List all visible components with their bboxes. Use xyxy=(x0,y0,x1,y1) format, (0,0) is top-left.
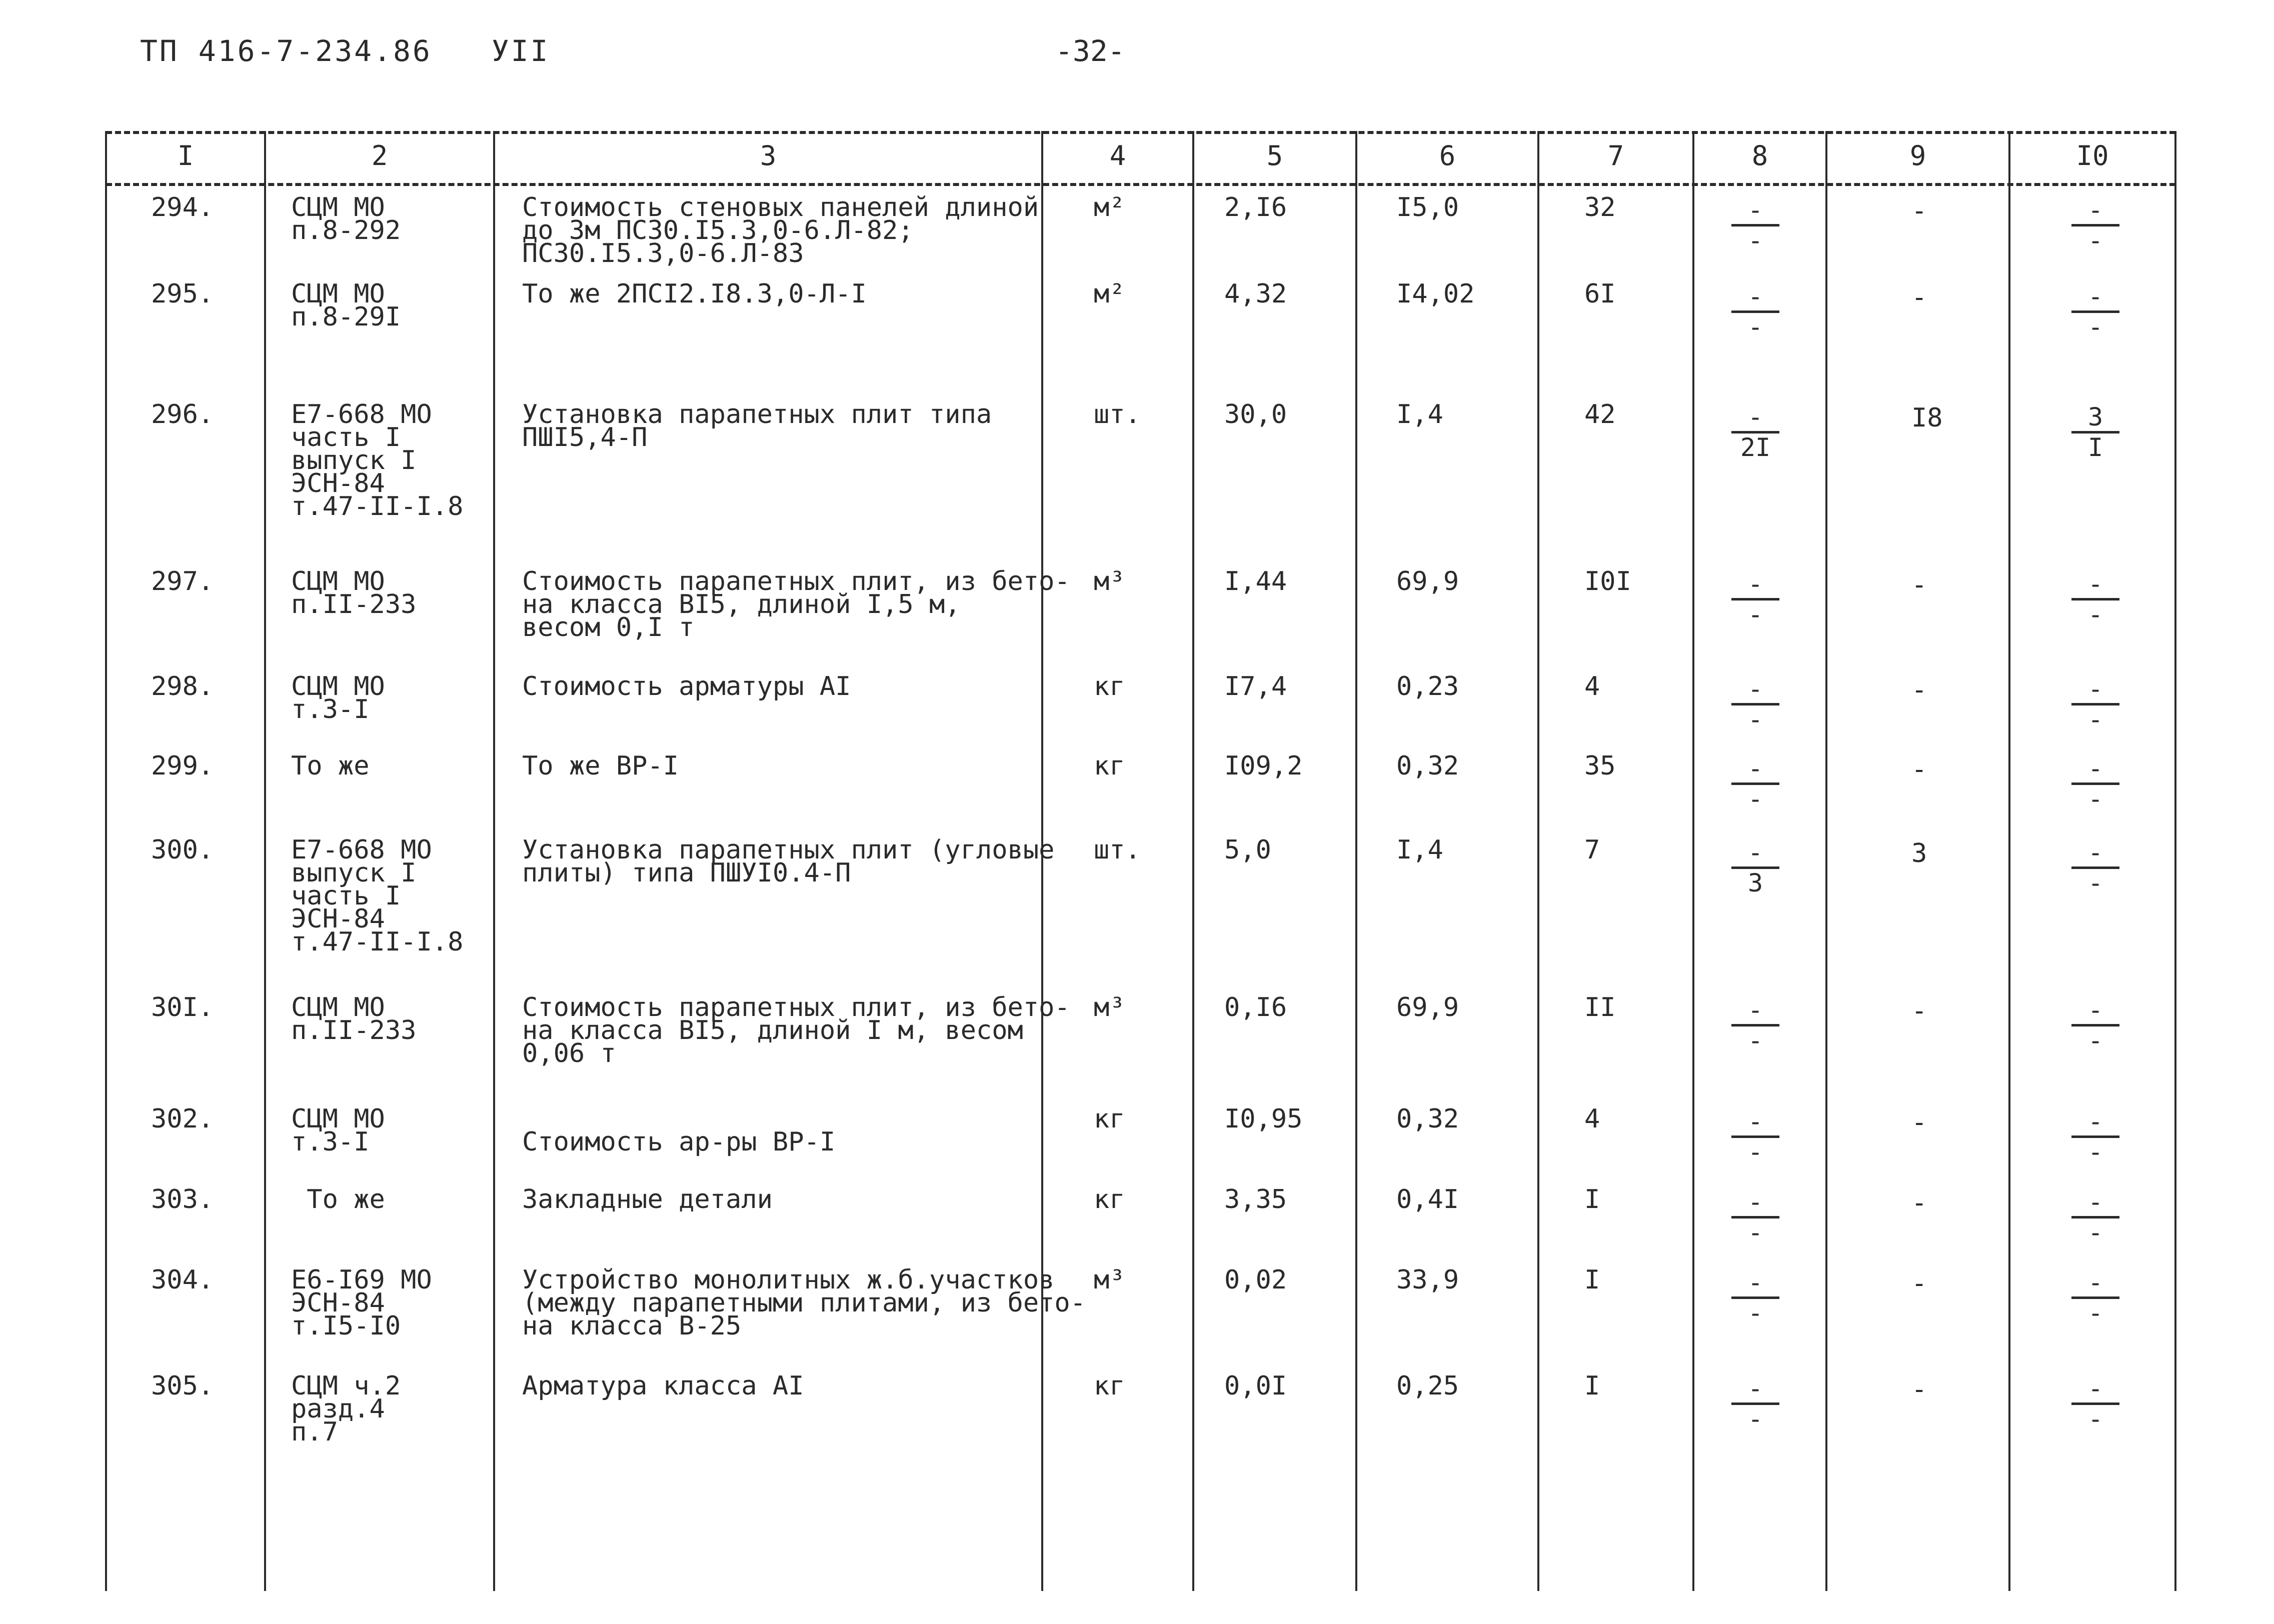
total-cost: 4 xyxy=(1584,672,1600,702)
unit-of-measure: шт. xyxy=(1094,835,1141,865)
column-9-value: - xyxy=(1911,196,1927,226)
column-10-fraction xyxy=(2071,674,2119,734)
column-rule xyxy=(2008,131,2010,1591)
work-description: Стоимость парапетных плит, из бето- на класса ВI5, длиной I,5 м, весом 0,I т xyxy=(522,566,1070,642)
row-number: 304. xyxy=(151,1265,214,1295)
row-number: 300. xyxy=(151,835,214,865)
unit-of-measure: м³ xyxy=(1094,566,1125,596)
column-9-value: - xyxy=(1911,1268,1927,1298)
work-description: Арматура класса АI xyxy=(522,1371,804,1401)
quantity: I,44 xyxy=(1224,566,1287,596)
column-10-fraction xyxy=(2071,570,2119,629)
column-10-fraction xyxy=(2071,402,2119,462)
column-8-fraction xyxy=(1731,402,1779,462)
total-cost: I xyxy=(1584,1371,1600,1401)
work-description: То же ВР-I xyxy=(522,751,679,781)
column-10-fraction xyxy=(2071,196,2119,255)
column-10-denominator: - xyxy=(2087,705,2103,734)
column-9-value: - xyxy=(1911,754,1927,784)
column-10-fraction xyxy=(2071,996,2119,1055)
column-8-denominator: 3 xyxy=(1747,868,1763,898)
norm-reference: СЦМ МО п.8-29I xyxy=(291,279,401,332)
total-cost: 6I xyxy=(1584,279,1616,309)
row-number: 303. xyxy=(151,1184,214,1214)
row-number: 298. xyxy=(151,672,214,702)
unit-price: 69,9 xyxy=(1396,992,1459,1022)
norm-reference: Е6-I69 МО ЭСН-84 т.I5-I0 xyxy=(291,1265,432,1341)
column-number-header: 2 xyxy=(371,140,388,172)
column-10-numerator: - xyxy=(2087,754,2103,783)
column-8-denominator: - xyxy=(1747,312,1763,342)
total-cost: I xyxy=(1584,1265,1600,1295)
quantity: 3,35 xyxy=(1224,1184,1287,1214)
norm-reference: То же xyxy=(291,1184,385,1214)
quantity: 0,0I xyxy=(1224,1371,1287,1401)
column-number-header: I xyxy=(177,140,194,172)
unit-of-measure: м³ xyxy=(1094,992,1125,1022)
unit-of-measure: кг xyxy=(1094,672,1125,702)
row-number: 305. xyxy=(151,1371,214,1401)
column-10-fraction xyxy=(2071,1107,2119,1166)
column-number-header: 4 xyxy=(1109,140,1126,172)
column-9-value: - xyxy=(1911,1374,1927,1404)
quantity: 0,02 xyxy=(1224,1265,1287,1295)
work-description: Стоимость стеновых панелей длиной до 3м ПС30.I5.3,0-6.Л-82; ПС30.I5.3,0-6.Л-83 xyxy=(522,192,1039,268)
unit-price: 69,9 xyxy=(1396,566,1459,596)
column-10-denominator: I xyxy=(2087,433,2103,462)
column-10-numerator: - xyxy=(2087,196,2103,224)
total-cost: I xyxy=(1584,1184,1600,1214)
column-10-numerator: - xyxy=(2087,1107,2103,1136)
unit-of-measure: кг xyxy=(1094,751,1125,781)
column-10-numerator: - xyxy=(2087,570,2103,598)
column-8-fraction xyxy=(1731,996,1779,1055)
column-10-fraction xyxy=(2071,838,2119,898)
row-number: 294. xyxy=(151,192,214,222)
unit-of-measure: шт. xyxy=(1094,400,1141,430)
column-9-value: 3 xyxy=(1911,838,1927,868)
column-8-numerator: - xyxy=(1747,1188,1763,1216)
unit-price: I4,02 xyxy=(1396,279,1475,309)
column-8-denominator: - xyxy=(1747,784,1763,814)
column-8-denominator: - xyxy=(1747,1138,1763,1166)
norm-reference: СЦМ МО т.3-I xyxy=(291,672,385,724)
work-description: Стоимость арматуры АI xyxy=(522,672,851,702)
quantity: 0,I6 xyxy=(1224,992,1287,1022)
column-8-denominator: - xyxy=(1747,226,1763,255)
row-number: 30I. xyxy=(151,992,214,1022)
column-8-numerator: - xyxy=(1747,838,1763,867)
column-number-header: 8 xyxy=(1751,140,1768,172)
column-8-numerator: - xyxy=(1747,282,1763,311)
row-number: 296. xyxy=(151,400,214,430)
norm-reference: СЦМ ч.2 разд.4 п.7 xyxy=(291,1371,401,1447)
column-rule xyxy=(493,131,495,1591)
column-10-denominator: - xyxy=(2087,868,2103,898)
column-8-fraction xyxy=(1731,282,1779,342)
column-rule xyxy=(1192,131,1194,1591)
quantity: 2,I6 xyxy=(1224,192,1287,222)
norm-reference: Е7-668 МО часть I выпуск I ЭСН-84 т.47-II-I.8 xyxy=(291,400,464,522)
unit-price: 0,32 xyxy=(1396,1104,1459,1134)
column-10-denominator: - xyxy=(2087,1026,2103,1055)
unit-price: 33,9 xyxy=(1396,1265,1459,1295)
total-cost: 7 xyxy=(1584,835,1600,865)
unit-price: 0,23 xyxy=(1396,672,1459,702)
column-10-numerator: - xyxy=(2087,282,2103,311)
row-number: 299. xyxy=(151,751,214,781)
column-rule xyxy=(105,131,107,1591)
column-number-header: 3 xyxy=(760,140,777,172)
column-9-value: - xyxy=(1911,996,1927,1026)
column-10-denominator: - xyxy=(2087,312,2103,342)
total-cost: 42 xyxy=(1584,400,1616,430)
column-8-fraction xyxy=(1731,754,1779,814)
column-number-header: 7 xyxy=(1607,140,1624,172)
column-8-denominator: - xyxy=(1747,705,1763,734)
unit-price: I,4 xyxy=(1396,835,1443,865)
column-10-numerator: - xyxy=(2087,838,2103,867)
album-number: УII xyxy=(491,34,550,68)
column-8-numerator: - xyxy=(1747,1107,1763,1136)
column-number-header: I0 xyxy=(2076,140,2109,172)
norm-reference: Е7-668 МО выпуск I часть I ЭСН-84 т.47-II-I.8 xyxy=(291,835,464,957)
unit-price: 0,32 xyxy=(1396,751,1459,781)
quantity: I7,4 xyxy=(1224,672,1287,702)
total-cost: 35 xyxy=(1584,751,1616,781)
total-cost: 4 xyxy=(1584,1104,1600,1134)
norm-reference: СЦМ МО п.II-233 xyxy=(291,566,417,620)
column-number-header: 5 xyxy=(1266,140,1283,172)
column-rule xyxy=(1825,131,1827,1591)
column-8-numerator: - xyxy=(1747,1268,1763,1297)
work-description: Установка парапетных плит (угловые плиты) типа ПШУI0.4-П xyxy=(522,835,1055,888)
quantity: I09,2 xyxy=(1224,751,1303,781)
unit-price: 0,25 xyxy=(1396,1371,1459,1401)
column-10-fraction xyxy=(2071,1374,2119,1434)
header-bottom-border xyxy=(106,183,2175,186)
column-8-numerator: - xyxy=(1747,196,1763,224)
column-number-header: 6 xyxy=(1439,140,1456,172)
column-10-denominator: - xyxy=(2087,1138,2103,1166)
column-10-fraction xyxy=(2071,1268,2119,1328)
column-10-denominator: - xyxy=(2087,600,2103,629)
total-cost: II xyxy=(1584,992,1616,1022)
column-10-denominator: - xyxy=(2087,226,2103,255)
unit-of-measure: м² xyxy=(1094,279,1125,309)
column-10-denominator: - xyxy=(2087,1298,2103,1328)
column-10-numerator: - xyxy=(2087,1374,2103,1403)
column-rule xyxy=(1537,131,1539,1591)
column-8-fraction xyxy=(1731,1374,1779,1434)
column-8-fraction xyxy=(1731,570,1779,629)
document-code-header xyxy=(140,34,550,68)
column-10-fraction xyxy=(2071,1188,2119,1247)
unit-price: I,4 xyxy=(1396,400,1443,430)
column-9-value: - xyxy=(1911,1108,1927,1138)
column-rule xyxy=(264,131,266,1591)
quantity: I0,95 xyxy=(1224,1104,1303,1134)
quantity: 30,0 xyxy=(1224,400,1287,430)
column-10-numerator: - xyxy=(2087,1188,2103,1216)
column-8-fraction xyxy=(1731,1107,1779,1166)
column-9-value: - xyxy=(1911,282,1927,312)
column-10-numerator: - xyxy=(2087,996,2103,1024)
row-number: 297. xyxy=(151,566,214,596)
column-8-numerator: - xyxy=(1747,570,1763,598)
column-9-value: - xyxy=(1911,1188,1927,1218)
norm-reference: То же xyxy=(291,751,370,781)
work-description: Установка парапетных плит типа ПШI5,4-П xyxy=(522,400,992,452)
column-8-fraction xyxy=(1731,674,1779,734)
unit-of-measure: кг xyxy=(1094,1104,1125,1134)
column-8-fraction xyxy=(1731,1268,1779,1328)
column-number-header: 9 xyxy=(1909,140,1926,172)
page-number: -32- xyxy=(1055,34,1125,68)
total-cost: I0I xyxy=(1584,566,1631,596)
unit-price: I5,0 xyxy=(1396,192,1459,222)
column-10-denominator: - xyxy=(2087,1404,2103,1434)
unit-of-measure: кг xyxy=(1094,1371,1125,1401)
column-rule xyxy=(2174,131,2176,1591)
unit-of-measure: кг xyxy=(1094,1184,1125,1214)
row-number: 295. xyxy=(151,279,214,309)
column-10-numerator: - xyxy=(2087,1268,2103,1297)
column-10-numerator: 3 xyxy=(2087,402,2103,432)
column-rule xyxy=(1355,131,1357,1591)
norm-reference: СЦМ МО т.3-I xyxy=(291,1104,385,1157)
norm-reference: СЦМ МО п.8-292 xyxy=(291,192,401,246)
unit-of-measure: м² xyxy=(1094,192,1125,222)
column-9-value: - xyxy=(1911,570,1927,600)
work-description: Стоимость парапетных плит, из бето- на класса ВI5, длиной I м, весом 0,06 т xyxy=(522,992,1070,1068)
column-8-fraction xyxy=(1731,1188,1779,1247)
column-9-value: - xyxy=(1911,675,1927,705)
work-description: Стоимость ар-ры ВР-I xyxy=(522,1127,836,1157)
column-8-fraction xyxy=(1731,838,1779,898)
column-rule xyxy=(1692,131,1694,1591)
unit-price: 0,4I xyxy=(1396,1184,1459,1214)
column-8-denominator: - xyxy=(1747,600,1763,629)
work-description: Устройство монолитных ж.б.участков (между парапетными плитами, из бето- на класса В-25 xyxy=(522,1265,1086,1341)
document-code: ТП 416-7-234.86 xyxy=(140,34,432,68)
column-8-denominator: 2I xyxy=(1740,433,1771,462)
column-8-numerator: - xyxy=(1747,402,1763,432)
column-8-denominator: - xyxy=(1747,1218,1763,1247)
column-8-denominator: - xyxy=(1747,1404,1763,1434)
work-description: То же 2ПСI2.I8.3,0-Л-I xyxy=(522,279,867,309)
total-cost: 32 xyxy=(1584,192,1616,222)
table-top-border xyxy=(106,131,2175,134)
work-description: Закладные детали xyxy=(522,1184,773,1214)
column-10-fraction xyxy=(2071,282,2119,342)
column-8-numerator: - xyxy=(1747,1374,1763,1403)
norm-reference: СЦМ МО п.II-233 xyxy=(291,992,417,1046)
column-9-value: I8 xyxy=(1911,403,1943,433)
unit-of-measure: м³ xyxy=(1094,1265,1125,1295)
column-8-fraction xyxy=(1731,196,1779,255)
column-10-denominator: - xyxy=(2087,784,2103,814)
column-10-denominator: - xyxy=(2087,1218,2103,1247)
quantity: 5,0 xyxy=(1224,835,1271,865)
column-8-numerator: - xyxy=(1747,996,1763,1024)
column-10-fraction xyxy=(2071,754,2119,814)
row-number: 302. xyxy=(151,1104,214,1134)
column-8-numerator: - xyxy=(1747,754,1763,783)
estimate-table xyxy=(106,131,2175,1591)
column-8-denominator: - xyxy=(1747,1026,1763,1055)
quantity: 4,32 xyxy=(1224,279,1287,309)
column-8-numerator: - xyxy=(1747,674,1763,704)
column-8-denominator: - xyxy=(1747,1298,1763,1328)
column-10-numerator: - xyxy=(2087,674,2103,704)
